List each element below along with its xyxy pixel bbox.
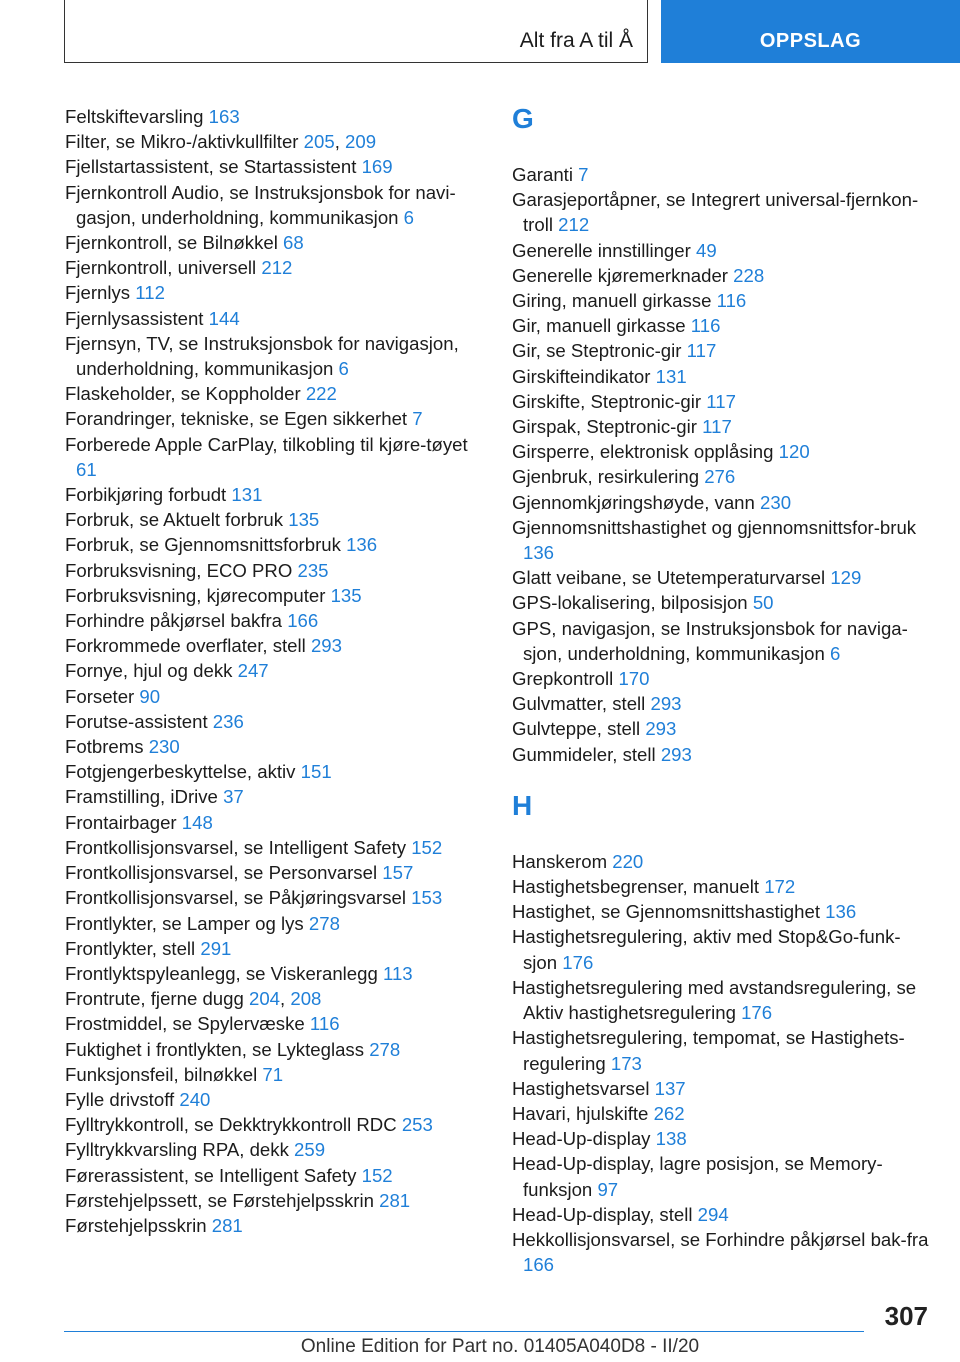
index-entry xyxy=(512,666,932,691)
index-entry-text: Girskifteindikator xyxy=(512,365,651,387)
index-entry-text: Garasjeportåpner, se Integrert universal-fjernkon-troll xyxy=(512,189,919,236)
index-entry xyxy=(512,899,932,924)
index-entry-text: Flaskeholder, se Koppholder xyxy=(65,383,301,405)
index-entry-text: Fjellstartassistent, se Startassistent xyxy=(65,156,357,178)
index-entry-text: Gjennomkjøringshøyde, vann xyxy=(512,491,755,513)
page-link[interactable]: 90 xyxy=(139,685,161,707)
index-entry xyxy=(512,238,932,263)
page-link[interactable]: 230 xyxy=(148,736,180,758)
page-link[interactable]: 291 xyxy=(200,937,232,959)
page-link[interactable]: 113 xyxy=(383,962,413,984)
page-link[interactable]: 294 xyxy=(697,1203,729,1225)
index-entry-text: Glatt veibane, se Utetemperaturvarsel xyxy=(512,567,826,589)
index-entry-text: Gir, manuell girkasse xyxy=(512,315,686,337)
index-entry-text: Frontkollisjonsvarsel, se Påkjøringsvarsel xyxy=(65,887,406,909)
page-link[interactable]: 116 xyxy=(690,315,721,337)
index-entry xyxy=(512,849,932,874)
page-number: 307 xyxy=(884,1301,928,1331)
index-entry-text: Girskifte, Steptronic-gir xyxy=(512,390,702,412)
index-entry xyxy=(65,1137,470,1162)
page-link[interactable]: 7 xyxy=(578,164,589,185)
page-link[interactable]: 144 xyxy=(208,307,240,329)
page-link[interactable]: 208 xyxy=(290,988,322,1010)
page-link[interactable]: 49 xyxy=(695,239,717,261)
index-entry xyxy=(65,734,470,759)
footer-divider xyxy=(64,1331,864,1332)
index-entry xyxy=(65,1163,470,1188)
page-link[interactable]: 112 xyxy=(135,282,165,304)
page-link[interactable]: 6 xyxy=(338,358,349,380)
page-link[interactable]: 136 xyxy=(523,542,555,564)
index-entry-text: Gulvteppe, stell xyxy=(512,718,641,740)
index-entry-text: Head-Up-display xyxy=(512,1128,651,1150)
index-entry xyxy=(512,742,932,767)
index-entry-text: Giring, manuell girkasse xyxy=(512,290,712,312)
index-entry-text: Forberede Apple CarPlay, tilkobling til kjøre-tøyet xyxy=(65,433,468,455)
page-link[interactable]: 137 xyxy=(654,1077,686,1099)
index-entry-text: Førstehjelpssett, se Førstehjelpsskrin xyxy=(65,1189,374,1211)
index-entry-text: Filter, se Mikro-/aktivkullfilter xyxy=(65,131,299,153)
page-link[interactable]: 220 xyxy=(612,850,644,872)
page-link[interactable]: 278 xyxy=(308,912,340,934)
index-entry: Filter, se Mikro-/aktivkullfilter 205, 209 xyxy=(65,131,377,153)
index-entry-text: Hastighet, se Gjennomsnittshastighet xyxy=(512,901,820,923)
page-link[interactable]: 209 xyxy=(345,131,377,153)
index-entry-text: Forkrommede overflater, stell xyxy=(65,635,306,657)
index-entry xyxy=(512,313,932,338)
index-entry xyxy=(65,558,470,583)
index-entry xyxy=(65,230,470,255)
index-entry xyxy=(65,255,470,280)
page-link[interactable]: 68 xyxy=(283,232,304,254)
index-entry xyxy=(512,1101,932,1126)
index-entry xyxy=(65,154,470,179)
page-link[interactable]: 6 xyxy=(829,642,841,664)
page-link[interactable]: 166 xyxy=(523,1254,555,1276)
index-entry-text: Head-Up-display, stell xyxy=(512,1203,693,1225)
page-link[interactable]: 71 xyxy=(262,1063,284,1085)
index-entry-text: Hanskerom xyxy=(512,850,608,872)
index-column-right xyxy=(512,104,932,1277)
index-entry-text: Grepkontroll xyxy=(512,668,614,690)
page-link[interactable]: 129 xyxy=(830,567,862,589)
page-link[interactable]: 117 xyxy=(686,340,717,362)
page-link[interactable]: 131 xyxy=(655,365,687,387)
page-link[interactable]: 116 xyxy=(309,1013,340,1035)
index-entry-text: Hastighetsregulering, tempomat, se Hastighets-regulering xyxy=(512,1027,905,1074)
index-entry xyxy=(65,1062,470,1087)
index-entry-text: Frontrute, fjerne dugg xyxy=(65,988,244,1010)
index-entry xyxy=(65,810,470,835)
index-entry-text: Fjernkontroll Audio, se Instruksjonsbok for navi-gasjon, underholdning, kommunikasjon xyxy=(65,181,456,228)
index-entry-text: Frostmiddel, se Spylervæske xyxy=(65,1013,305,1035)
page-link[interactable]: 278 xyxy=(369,1038,401,1060)
page-link[interactable]: 135 xyxy=(330,584,362,606)
index-entry-text: Fotbrems xyxy=(65,736,144,758)
index-entry xyxy=(512,414,932,439)
index-entry xyxy=(65,306,470,331)
page-link[interactable]: 205 xyxy=(303,131,335,153)
page-link[interactable]: 293 xyxy=(310,635,342,657)
index-entry-text: Generelle innstillinger xyxy=(512,239,691,261)
index-entry xyxy=(512,716,932,741)
index-entry xyxy=(512,464,932,489)
index-entry-text: Fornye, hjul og dekk xyxy=(65,660,233,682)
index-entry xyxy=(65,1087,470,1112)
page-link[interactable]: 138 xyxy=(655,1128,687,1150)
index-entry xyxy=(65,381,470,406)
page-link[interactable]: 293 xyxy=(650,693,682,715)
page-link[interactable]: 281 xyxy=(211,1214,243,1236)
index-entry-text: Fuktighet i frontlykten, se Lykteglass xyxy=(65,1038,365,1060)
page-link[interactable]: 136 xyxy=(346,534,378,556)
page-link[interactable]: 148 xyxy=(181,811,213,833)
page-link[interactable]: 170 xyxy=(618,668,650,690)
index-entry-text: Hastighetsvarsel xyxy=(512,1077,650,1099)
header-tab[interactable] xyxy=(661,0,960,63)
page-link[interactable]: 61 xyxy=(76,458,97,480)
index-entry-text: Havari, hjulskifte xyxy=(512,1102,649,1124)
header-tab-label: OPPSLAG xyxy=(759,30,862,52)
index-entry-text: Forbruksvisning, ECO PRO xyxy=(65,559,293,581)
index-entry xyxy=(65,104,470,129)
index-entry xyxy=(512,288,932,313)
index-entry xyxy=(65,1213,470,1238)
index-entry xyxy=(512,389,932,414)
index-entry-text: Fjernsyn, TV, se Instruksjonsbok for navigasjon, underholdning, kommunikasjon xyxy=(65,332,459,380)
index-entry xyxy=(512,1126,932,1151)
index-entry xyxy=(512,590,932,615)
index-entry xyxy=(512,874,932,899)
index-letter-h: H xyxy=(512,789,533,821)
index-entry-text: Fjernlysassistent xyxy=(65,307,204,329)
index-entry xyxy=(65,709,470,734)
page-link[interactable]: 152 xyxy=(411,836,443,858)
page-link[interactable]: 235 xyxy=(297,559,329,581)
page-link[interactable]: 293 xyxy=(645,718,677,740)
index-entry-text: Funksjonsfeil, bilnøkkel xyxy=(65,1063,258,1085)
index-entry-text: Forhindre påkjørsel bakfra xyxy=(65,610,283,632)
index-entry xyxy=(512,1076,932,1101)
index-entry xyxy=(512,364,932,389)
index-entry xyxy=(65,1188,470,1213)
page-link[interactable]: 259 xyxy=(294,1139,326,1161)
page-link[interactable]: 169 xyxy=(361,156,393,178)
index-entry xyxy=(65,860,470,885)
index-entry xyxy=(512,187,932,237)
index-entry xyxy=(65,759,470,784)
index-entry-text: Hastighetsregulering, aktiv med Stop&Go-funk-sjon xyxy=(512,926,901,973)
index-entry-text: Frontairbager xyxy=(65,811,177,833)
footer-edition: Online Edition for Part no. 01405A040D8 - II/20 xyxy=(300,1336,700,1357)
index-entry-text: Fjernkontroll, se Bilnøkkel xyxy=(65,232,278,254)
index-entry xyxy=(65,658,470,683)
index-entry-text: Girsperre, elektronisk opplåsing xyxy=(512,441,774,463)
page-link[interactable]: 172 xyxy=(764,876,796,898)
index-entry xyxy=(65,331,470,381)
page-link[interactable]: 204 xyxy=(248,988,281,1010)
index-entry-text: Gulvmatter, stell xyxy=(512,693,646,715)
index-entry-text: Forandringer, tekniske, se Egen sikkerhet xyxy=(65,408,408,430)
page-link[interactable]: 262 xyxy=(653,1102,685,1124)
page-link[interactable]: 212 xyxy=(261,257,293,279)
index-entry-text: Forseter xyxy=(65,685,135,707)
index-entry xyxy=(512,439,932,464)
index-entry xyxy=(65,406,470,431)
page-link[interactable]: 6 xyxy=(403,206,415,228)
page-link[interactable]: 37 xyxy=(223,786,244,808)
index-entry-text: Førerassistent, se Intelligent Safety xyxy=(65,1164,357,1186)
index-entry-text: Girspak, Steptronic-gir xyxy=(512,416,697,438)
page-link[interactable]: 228 xyxy=(733,264,765,286)
index-entry xyxy=(512,515,932,565)
page-link[interactable]: 117 xyxy=(702,416,732,438)
page-link[interactable]: 293 xyxy=(660,743,692,765)
index-entry-text: GPS-lokalisering, bilposisjon xyxy=(512,592,748,614)
index-entry xyxy=(512,162,932,187)
index-letter-g: G xyxy=(512,103,534,134)
index-entry xyxy=(65,1112,470,1137)
index-entry xyxy=(512,1202,932,1227)
index-entry xyxy=(512,1151,932,1201)
page-link[interactable]: 212 xyxy=(558,214,590,236)
index-entry xyxy=(65,684,470,709)
page-link[interactable]: 116 xyxy=(716,290,747,312)
page-link[interactable]: 7 xyxy=(412,408,423,430)
index-entry-text: Fylltrykkvarsling RPA, dekk xyxy=(65,1139,289,1161)
page-link[interactable]: 166 xyxy=(287,610,319,632)
index-entry xyxy=(65,432,470,482)
index-entry xyxy=(65,482,470,507)
header-section-title: Alt fra A til Å xyxy=(519,29,633,52)
page-link[interactable]: 97 xyxy=(597,1178,619,1200)
index-entry-text: Fjernkontroll, universell xyxy=(65,257,257,279)
index-entry-text: Fylltrykkontroll, se Dekktrykkontroll RDC xyxy=(65,1114,397,1136)
index-entry xyxy=(65,1011,470,1036)
page-link[interactable]: 176 xyxy=(562,951,594,973)
page-link[interactable]: 247 xyxy=(237,660,269,682)
page-link[interactable]: 163 xyxy=(208,106,240,127)
index-entry-text: Generelle kjøremerknader xyxy=(512,264,728,286)
page-link[interactable]: 281 xyxy=(379,1189,411,1211)
index-entry-text: Førstehjelpsskrin xyxy=(65,1214,207,1236)
page-link[interactable]: 135 xyxy=(288,509,320,531)
index-entry-text: Hekkollisjonsvarsel, se Forhindre påkjørsel bak-fra xyxy=(512,1228,929,1250)
index-entry-text: Gjenbruk, resirkulering xyxy=(512,466,700,488)
index-entry xyxy=(512,565,932,590)
page-link[interactable]: 153 xyxy=(411,887,443,909)
index-entry xyxy=(65,885,470,910)
index-entry-text: Frontlykter, se Lamper og lys xyxy=(65,912,304,934)
header-section-box xyxy=(64,0,648,63)
page-link[interactable]: 236 xyxy=(212,710,244,732)
page-link[interactable]: 136 xyxy=(825,901,857,923)
index-list-h xyxy=(512,849,932,1277)
index-entry xyxy=(65,784,470,809)
index-entry-text: Gjennomsnittshastighet og gjennomsnittsfor-bruk xyxy=(512,516,917,538)
index-entry-text: Feltskiftevarsling xyxy=(65,106,204,127)
index-entry xyxy=(512,263,932,288)
index-entry xyxy=(65,633,470,658)
index-entry xyxy=(65,507,470,532)
index-entry-text: Gir, se Steptronic-gir xyxy=(512,340,682,362)
index-entry xyxy=(512,691,932,716)
index-entry-text: Fjernlys xyxy=(65,282,131,304)
index-list-g xyxy=(512,162,932,767)
index-entry-text: Forutse-assistent xyxy=(65,710,208,732)
index-entry-text: Hastighetsregulering med avstandsregulering, se Aktiv hastighetsregulering xyxy=(512,976,917,1024)
index-entry-text: Forbruk, se Gjennomsnittsforbruk xyxy=(65,534,341,556)
page-link[interactable]: 276 xyxy=(704,466,736,488)
index-entry xyxy=(512,616,932,666)
index-entry xyxy=(65,608,470,633)
index-entry-text: Forbruk, se Aktuelt forbruk xyxy=(65,509,284,531)
page-link[interactable]: 151 xyxy=(300,761,332,783)
page-link[interactable]: 173 xyxy=(610,1052,642,1074)
index-entry xyxy=(512,338,932,363)
index-entry xyxy=(65,532,470,557)
index-entry-text: Framstilling, iDrive xyxy=(65,786,218,808)
page-link[interactable]: 120 xyxy=(778,441,810,463)
index-entry-text: Frontkollisjonsvarsel, se Personvarsel xyxy=(65,862,378,884)
page-link[interactable]: 152 xyxy=(361,1164,393,1186)
index-entry-text: Fotgjengerbeskyttelse, aktiv xyxy=(65,761,296,783)
index-entry xyxy=(512,1025,932,1075)
index-entry-text: Frontlykter, stell xyxy=(65,937,196,959)
index-entry-text: Forbruksvisning, kjørecomputer xyxy=(65,584,326,606)
page-link[interactable]: 131 xyxy=(231,484,263,506)
index-entry xyxy=(65,835,470,860)
page-link[interactable]: 230 xyxy=(760,491,792,513)
index-entry xyxy=(65,1037,470,1062)
page-link[interactable]: 176 xyxy=(741,1002,773,1024)
index-entry xyxy=(512,490,932,515)
index-entry-text: Garanti xyxy=(512,164,573,185)
page-link[interactable]: 157 xyxy=(382,862,414,884)
index-entry-text: Gummideler, stell xyxy=(512,743,656,765)
index-entry xyxy=(65,583,470,608)
page-link[interactable]: 50 xyxy=(752,592,774,614)
index-entry-text: Forbikjøring forbudt xyxy=(65,484,227,506)
index-entry-text: GPS, navigasjon, se Instruksjonsbok for naviga-sjon, underholdning, kommunikasjon xyxy=(512,617,908,664)
index-entry-text: Frontlyktspyleanlegg, se Viskeranlegg xyxy=(65,962,378,984)
page-link[interactable]: 240 xyxy=(179,1088,211,1110)
page-link[interactable]: 222 xyxy=(305,383,337,405)
index-entry-text: Head-Up-display, lagre posisjon, se Memory-funksjon xyxy=(512,1153,883,1200)
index-entry xyxy=(65,180,470,230)
page-link[interactable]: 253 xyxy=(401,1114,433,1136)
index-entry: Frontrute, fjerne dugg 204, 208 xyxy=(65,988,322,1010)
index-entry xyxy=(512,924,932,974)
index-entry xyxy=(65,936,470,961)
index-entry-text: Fylle drivstoff xyxy=(65,1088,175,1110)
index-entry xyxy=(65,280,470,305)
index-entry-text: Hastighetsbegrenser, manuelt xyxy=(512,876,760,898)
index-entry xyxy=(65,911,470,936)
index-entry xyxy=(512,1227,932,1277)
index-entry-text: Frontkollisjonsvarsel, se Intelligent Safety xyxy=(65,836,407,858)
page-link[interactable]: 117 xyxy=(706,390,736,412)
index-column-left xyxy=(65,104,470,1238)
index-entry xyxy=(512,975,932,1025)
index-entry xyxy=(65,961,470,986)
